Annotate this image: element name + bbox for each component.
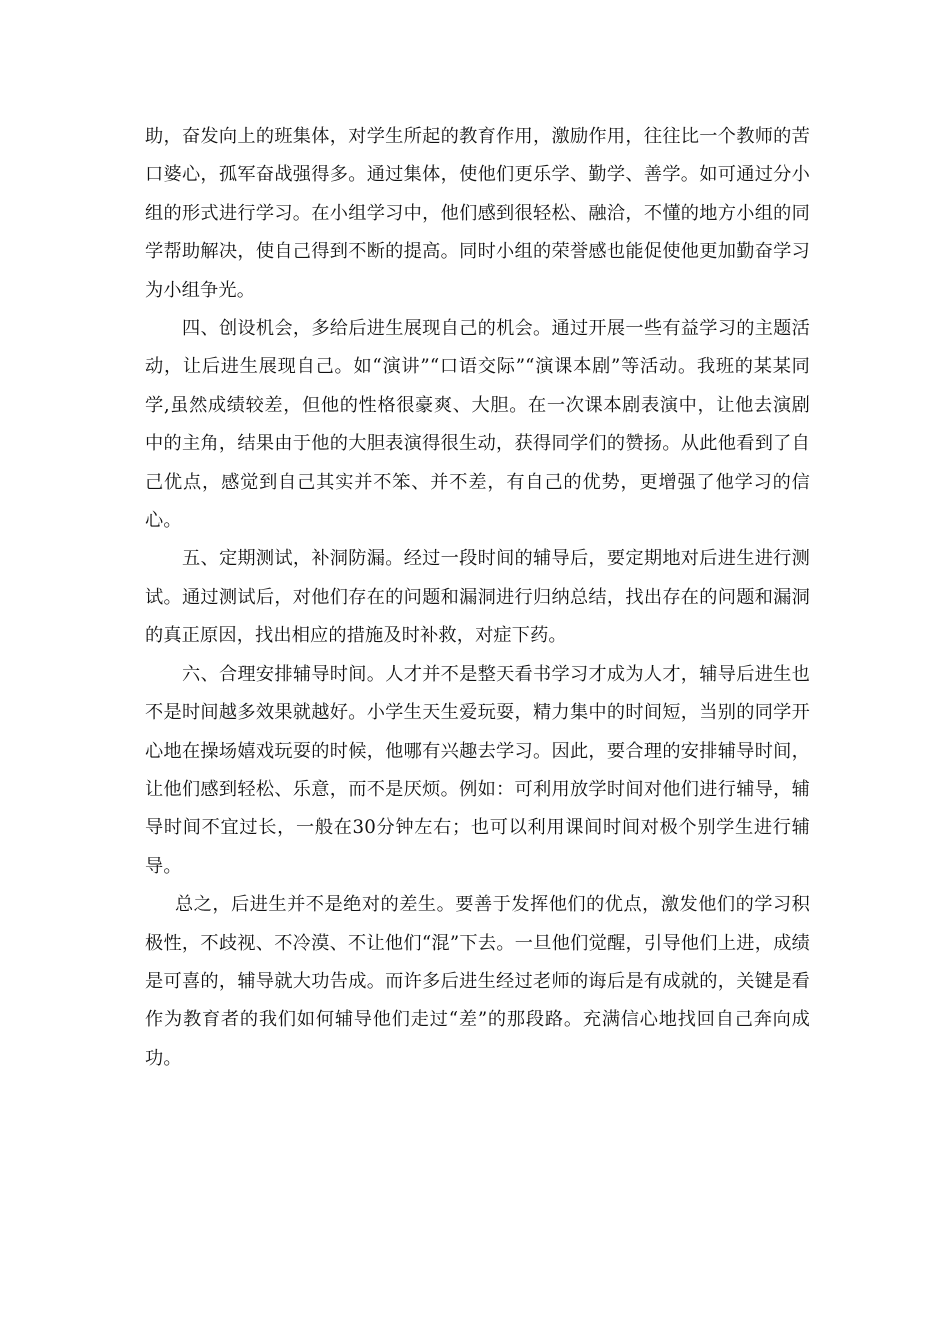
paragraph-tutoring-time: 六、合理安排辅导时间。人才并不是整天看书学习才成为人才，辅导后进生也不是时间越多效果就越好。小学生天生爱玩耍，精力集中的时间短，当别的同学开心地在操场嬉戏玩耍的时候，他哪有兴趣去学习。因此，要合理的安排辅导时间，让他们感到轻松、乐意，而不是厌烦。例如：可利用放学时间对他们进行辅导，辅导时间不宜过长，一般在30分钟左右；也可以利用课间时间对极个别学生进行辅导。 xyxy=(145,663,810,877)
paragraph-conclusion: 总之，后进生并不是绝对的差生。要善于发挥他们的优点，激发他们的学习积极性，不歧视、不冷漠、不让他们“混”下去。一旦他们觉醒，引导他们上进，成绩是可喜的，辅导就大功告成。而许多后进生经过老师的诲后是有成就的，关键是看作为教育者的我们如何辅导他们走过“差”的那段路。充满信心地找回自己奔向成功。 xyxy=(145,894,810,1069)
document-body xyxy=(145,118,810,1078)
paragraph-regular-testing: 五、定期测试，补洞防漏。经过一段时间的辅导后，要定期地对后进生进行测试。通过测试后，对他们存在的问题和漏洞进行归纳总结，找出存在的问题和漏洞的真正原因，找出相应的措施及时补救，对症下药。 xyxy=(145,548,810,647)
paragraph-create-opportunities: 四、创设机会，多给后进生展现自己的机会。通过开展一些有益学习的主题活动，让后进生展现自己。如“演讲”“口语交际”“演课本剧”等活动。我班的某某同学,虽然成绩较差，但他的性格很豪爽、大胆。在一次课本剧表演中，让他去演剧中的主角，结果由于他的大胆表演得很生动，获得同学们的赞扬。从此他看到了自己优点，感觉到自己其实并不笨、并不差，有自己的优势，更增强了他学习的信心。 xyxy=(145,318,810,532)
paragraph-class-collective: 助，奋发向上的班集体，对学生所起的教育作用，激励作用，往往比一个教师的苦口婆心，孤军奋战强得多。通过集体，使他们更乐学、勤学、善学。如可通过分小组的形式进行学习。在小组学习中，他们感到很轻松、融洽，不懂的地方小组的同学帮助解决，使自己得到不断的提高。同时小组的荣誉感也能促使他更加勤奋学习为小组争光。 xyxy=(145,126,810,301)
